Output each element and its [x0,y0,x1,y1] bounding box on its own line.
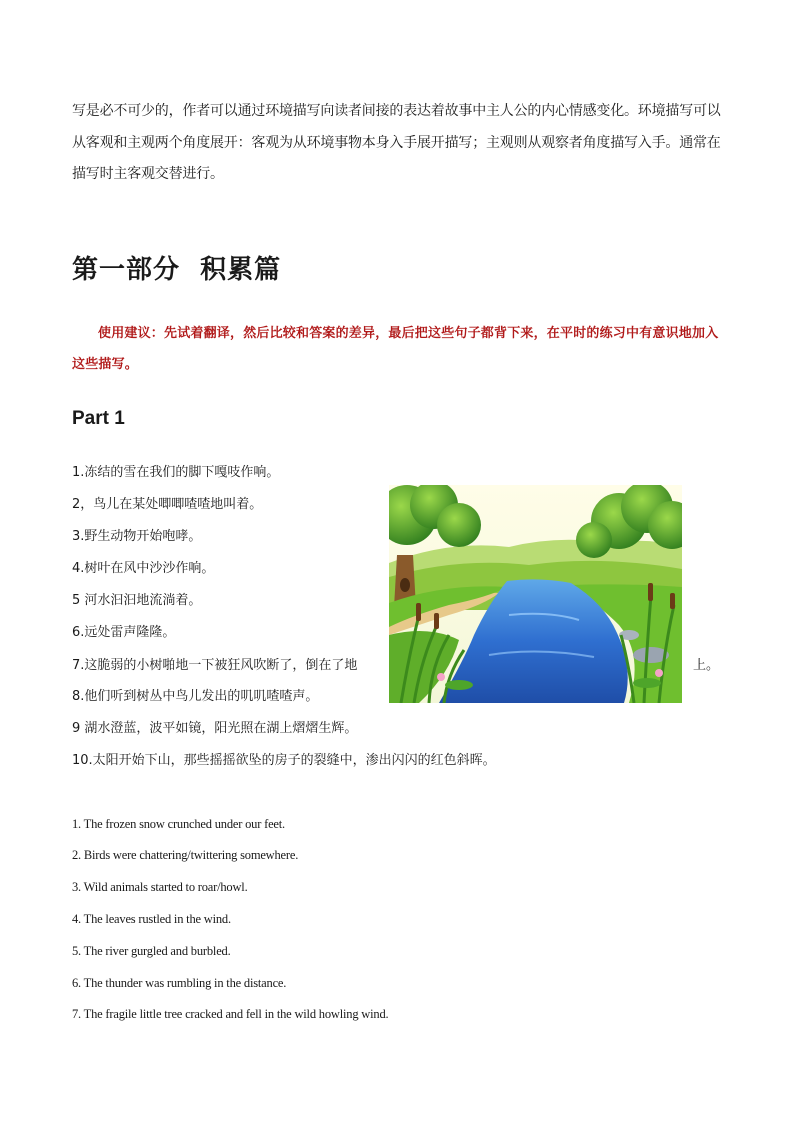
en-sentence-7: 7. The fragile little tree cracked and fell in the wild howling wind. [72,1007,389,1021]
cn-sentence-1: 1.冻结的雪在我们的脚下嘎吱作响。 [72,465,280,480]
cn-sentence-6: 6.远处雷声隆隆。 [72,625,176,640]
river-landscape-illustration [389,485,682,703]
cn-sentence-10: 10.太阳开始下山，那些摇摇欲坠的房子的裂缝中，渗出闪闪的红色斜晖。 [72,753,496,768]
usage-advice: 使用建议：先试着翻译，然后比较和答案的差异，最后把这些句子都背下来，在平时的练习中有意识地加入这些描写。 [72,326,719,372]
cn-sentence-3: 3.野生动物开始咆哮。 [72,529,202,544]
en-sentence-5: 5. The river gurgled and burbled. [72,944,231,958]
en-sentence-4: 4. The leaves rustled in the wind. [72,912,231,926]
cn-sentence-2: 2，鸟儿在某处唧唧喳喳地叫着。 [72,497,263,512]
cn-sentence-9: 9 湖水澄蓝，波平如镜，阳光照在湖上熠熠生辉。 [72,721,358,736]
cn-sentence-8: 8.他们听到树丛中鸟儿发出的叽叽喳喳声。 [72,689,319,704]
intro-paragraph: 写是必不可少的，作者可以通过环境描写向读者间接的表达着故事中主人公的内心情感变化。环境描写可以从客观和主观两个角度展开：客观为从环境事物本身入手展开描写；主观则从观察者角度描写入手。通常在描写时主客观交替进行。 [72,103,721,182]
section-title: 第一部分 积累篇 [72,255,282,285]
en-sentence-6: 6. The thunder was rumbling in the distance. [72,976,287,990]
en-sentence-1: 1. The frozen snow crunched under our feet. [72,817,285,831]
cn-sentence-7: 7.这脆弱的小树啪地一下被狂风吹断了，倒在了地 [72,658,358,673]
en-sentence-2: 2. Birds were chattering/twittering somewhere. [72,848,299,862]
cn-sentence-5: 5 河水汩汩地流淌着。 [72,593,202,608]
cn-sentence-7-tail: 上。 [693,658,720,673]
en-sentence-3: 3. Wild animals started to roar/howl. [72,880,248,894]
part-title: Part 1 [72,408,125,429]
cn-sentence-4: 4.树叶在风中沙沙作响。 [72,561,215,576]
